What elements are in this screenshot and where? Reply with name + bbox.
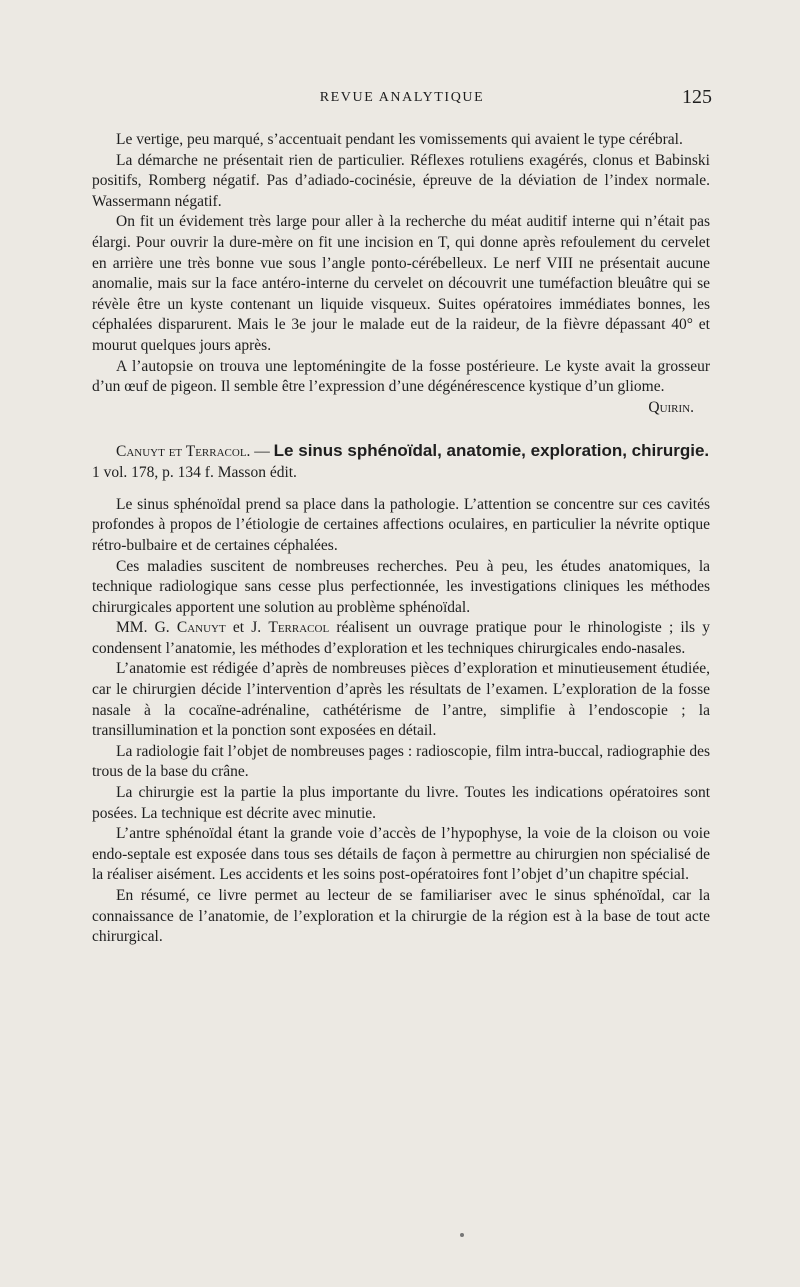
review-title: Le sinus sphénoïdal, anatomie, exploration, chirurgie.	[273, 440, 710, 460]
review-dash: —	[250, 442, 274, 460]
author-name: Canuyt	[176, 619, 226, 637]
paragraph	[92, 357, 710, 416]
page-number: 125	[682, 86, 712, 108]
text: MM. G.	[116, 619, 177, 637]
paragraph: Le vertige, peu marqué, s’accentuait pendant les vomissements qui avaient le type cérébral.	[116, 131, 683, 148]
review-authors: Canuyt et Terracol.	[116, 442, 251, 460]
text: réalisent un ouvrage pratique pour le rhinologiste ; ils y condensent l’anatomie, les méthodes d’exploration et les techniques chirurgicales endo-nasales.	[92, 619, 711, 657]
paragraph	[92, 618, 710, 659]
paragraph: On fit un évidement très large pour aller à la recherche du méat auditif interne qui n’était pas élargi. Pour ouvrir la dure-mère on fit une incision en T, qui donne après refoulement du cervelet en arrière une très bonne vue sous l’angle ponto-cérébelleux. Le nerf VIII ne présentait aucune anomalie, mais sur la face antéro-interne du cervelet on découvrit une tuméfaction bleuâtre qui se révèle être un kyste contenant un liquide visqueux. Suites opératoires immédiates bonnes, les céphalées disparurent. Mais le 3e jour le malade eut de la raideur, de la fièvre dépassant 40° et mourut quelques jours après.	[92, 213, 710, 354]
running-head	[92, 86, 712, 110]
ink-speck	[460, 1233, 464, 1237]
signature: Quirin.	[648, 398, 694, 416]
review-details: 1 vol. 178, p. 134 f. Masson édit.	[92, 463, 297, 481]
author-name: Terracol	[268, 619, 330, 637]
text: et J.	[225, 619, 269, 637]
paragraph: La chirurgie est la partie la plus importante du livre. Toutes les indications opératoires sont posées. La technique est décrite avec minutie.	[92, 784, 710, 822]
paragraph: L’antre sphénoïdal étant la grande voie d’accès de l’hypophyse, la voie de la cloison ou voie endo-septale est exposée dans tous ses détails de façon à permettre au chirurgien non spécialisé de la réaliser aisément. Les accidents et les soins post-opératoires font l’objet d’un chapitre spécial.	[92, 825, 710, 884]
paragraph: Ces maladies suscitent de nombreuses recherches. Peu à peu, les études anatomiques, la technique radiologique sans cesse plus perfectionnée, les investigations cliniques les méthodes chirurgicales apportent une solution au problème sphénoïdal.	[92, 557, 710, 616]
paragraph: En résumé, ce livre permet au lecteur de se familiariser avec le sinus sphénoïdal, car la connaissance de l’anatomie, de l’exploration et la chirurgie de la région est à la base de tout acte chirurgical.	[92, 887, 710, 946]
review-heading	[92, 440, 710, 483]
paragraph-text: A l’autopsie on trouva une leptoméningite de la fosse postérieure. Le kyste avait la grosseur d’un œuf de pigeon. Il semble être l’expression d’une dégénérescence kystique d’un gliome.	[92, 357, 710, 396]
journal-title: REVUE ANALYTIQUE	[319, 90, 485, 105]
paragraph: La radiologie fait l’objet de nombreuses pages : radioscopie, film intra-buccal, radiographie des trous de la base du crâne.	[92, 742, 710, 781]
paragraph: L’anatomie est rédigée d’après de nombreuses pièces d’exploration et minutieusement étudiée, car le chirurgien décide l’intervention d’après les résultats de l’examen. L’exploration de la fosse nasale à la cocaïne-adrénaline, cathétérisme de l’antre, simplifie à l’endoscopie ; la transillumination et la ponction sont exposées en détail.	[92, 660, 710, 740]
paragraph: La démarche ne présentait rien de particulier. Réflexes rotuliens exagérés, clonus et Babinski positifs, Romberg négatif. Pas d’adiado-cocinésie, épreuve de la déviation de l’index normale. Wassermann négatif.	[92, 151, 710, 210]
main-text	[92, 130, 710, 948]
paragraph: Le sinus sphénoïdal prend sa place dans la pathologie. L’attention se concentre sur ces cavités profondes à propos de l’étiologie de certaines affections oculaires, en particulier la névrite optique rétro-bulbaire et de certaines céphalées.	[92, 495, 710, 554]
